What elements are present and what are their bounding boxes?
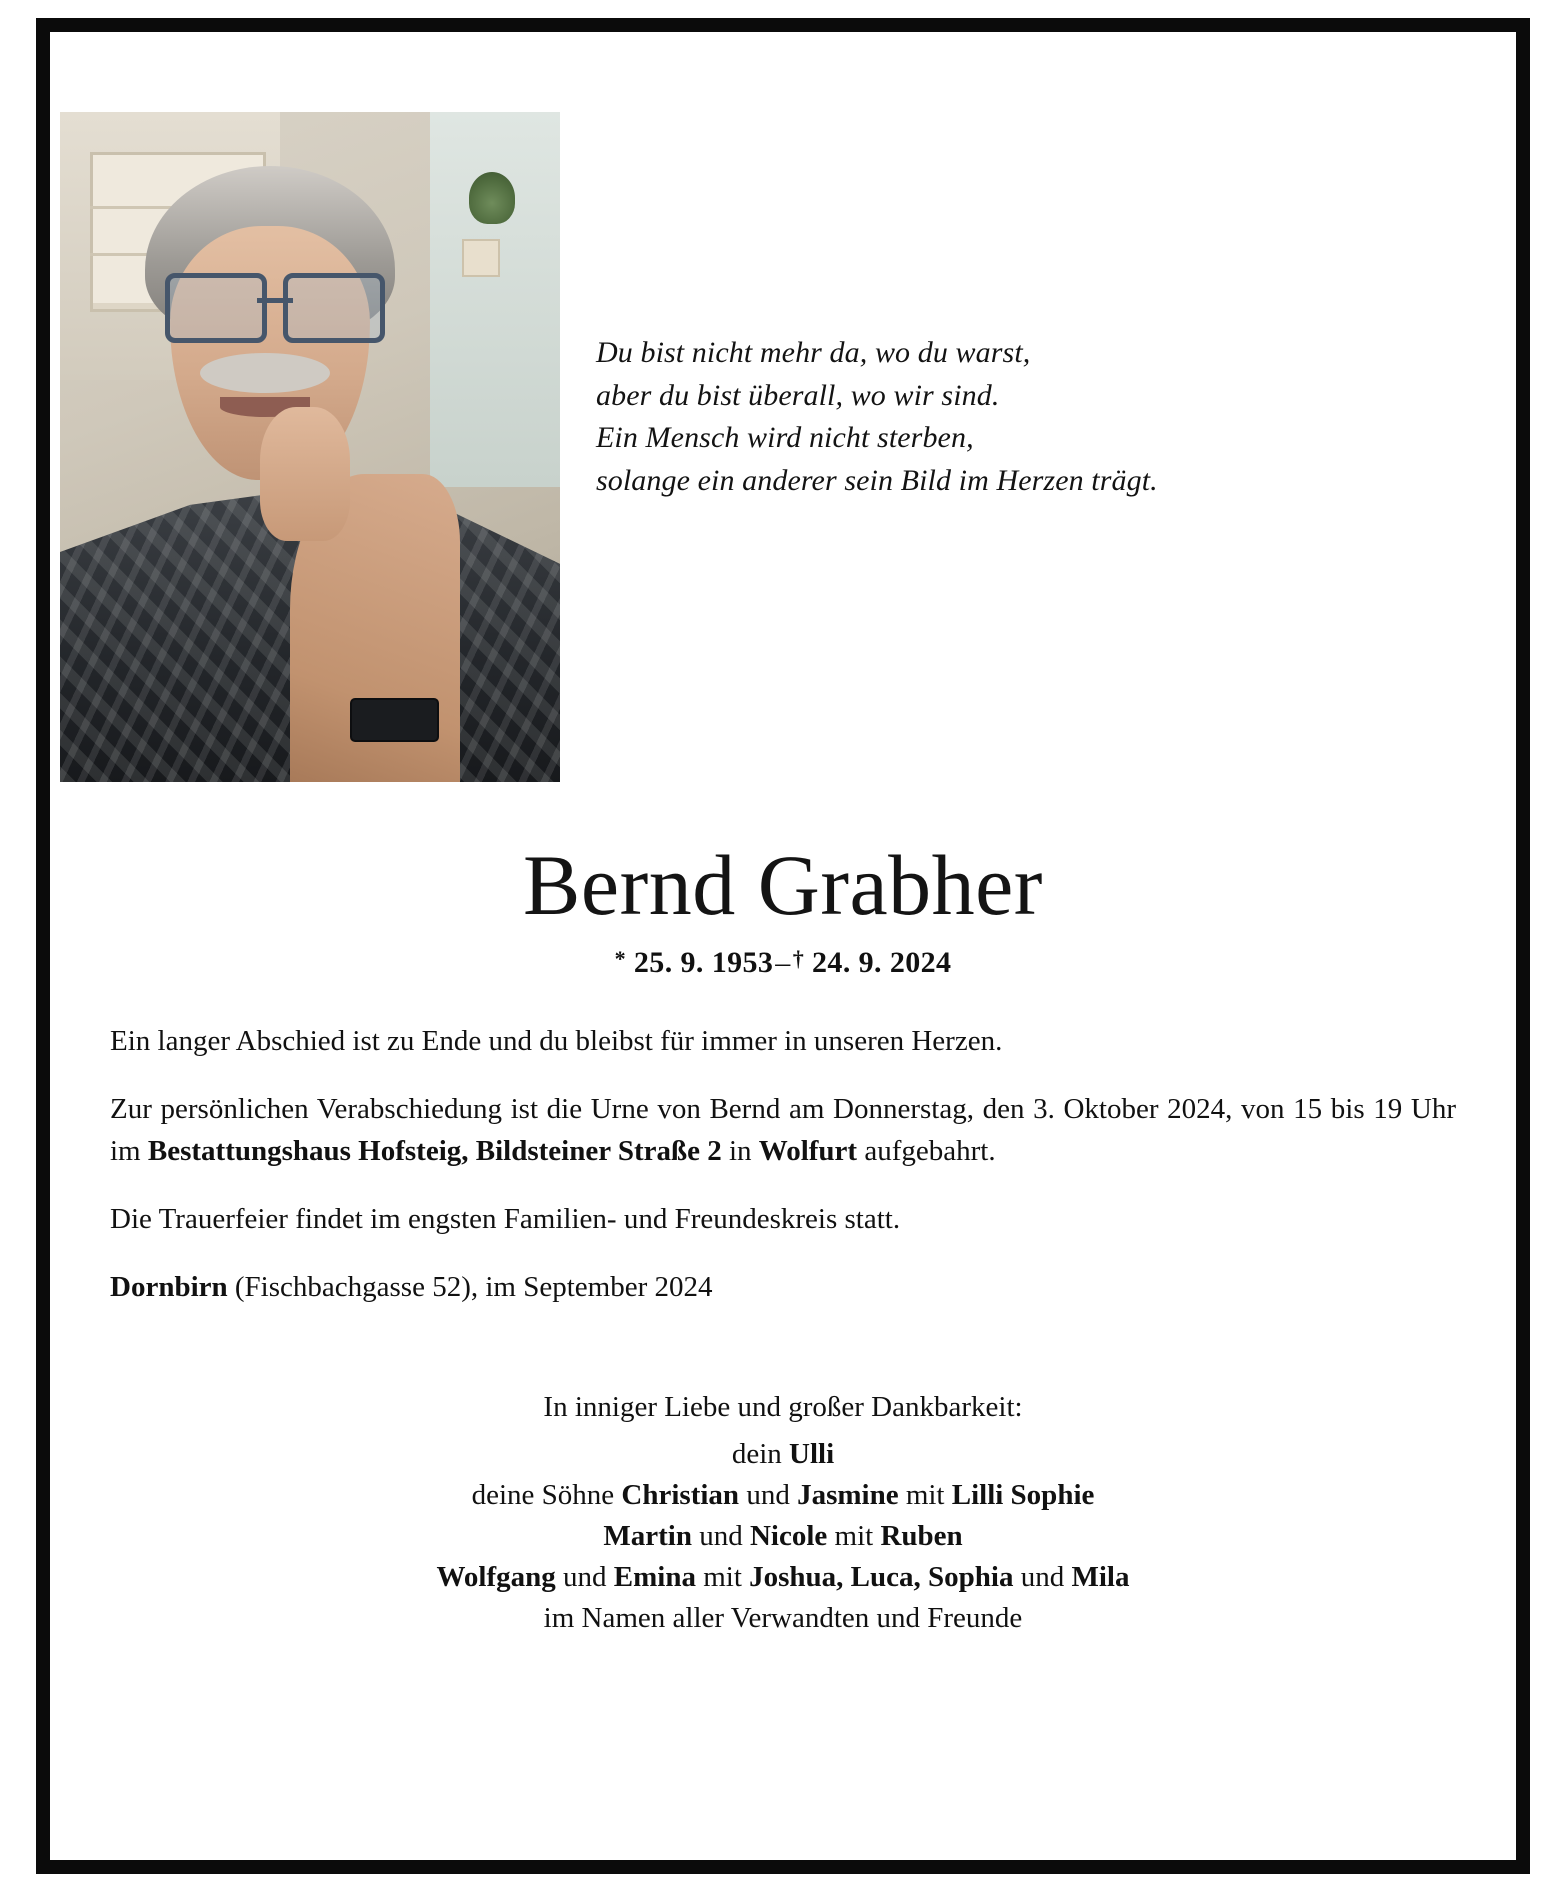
closing-line-spouse: [90, 1434, 1476, 1475]
photo-pot: [462, 239, 500, 277]
photo-plant: [469, 172, 515, 224]
closing-conn: mit: [898, 1478, 952, 1511]
closing-line-sons-1: [90, 1475, 1476, 1516]
verse-line: Du bist nicht mehr da, wo du warst,: [596, 336, 1031, 369]
memorial-verse: [570, 112, 1516, 502]
birth-symbol: *: [614, 946, 626, 972]
obituary-inner: [50, 32, 1516, 1860]
paragraph-place-date: [110, 1266, 1456, 1308]
place-rest: (Fischbachgasse 52), im September 2024: [227, 1271, 713, 1304]
paragraph-viewing: [110, 1088, 1456, 1172]
closing-conn: und: [555, 1561, 614, 1594]
closing-block: [50, 1335, 1516, 1640]
photo-window: [430, 112, 560, 487]
photo-glasses: [165, 273, 385, 333]
closing-names-grandchildren: Joshua, Luca, Sophia: [749, 1561, 1014, 1594]
closing-spouse-name: Ulli: [789, 1437, 835, 1470]
photo-glasses-lens-left: [165, 273, 267, 343]
deceased-name: Bernd Grabher: [523, 837, 1043, 933]
closing-intro: In inniger Liebe und großer Dankbarkeit:: [543, 1390, 1023, 1423]
date-separator: –: [775, 946, 791, 980]
obituary-card: [36, 18, 1530, 1874]
birth-date: 25. 9. 1953: [633, 946, 774, 980]
paragraph-farewell: Ein langer Abschied ist zu Ende und du bleibst für immer in unseren Herzen.: [110, 1025, 1003, 1058]
viewing-text-part3: aufgebahrt.: [857, 1135, 996, 1168]
photo-glasses-bridge: [257, 298, 292, 303]
closing-name-mila: Mila: [1071, 1561, 1130, 1594]
verse-line: aber du bist überall, wo wir sind.: [596, 378, 1000, 412]
closing-spouse-prefix: dein: [731, 1437, 790, 1470]
closing-conn: und: [739, 1478, 798, 1511]
closing-conn: mit: [827, 1520, 881, 1553]
viewing-city: Wolfurt: [758, 1135, 858, 1168]
closing-line-sons-2: [90, 1516, 1476, 1557]
closing-name-jasmine: Jasmine: [797, 1478, 899, 1511]
closing-conn: mit: [695, 1561, 750, 1594]
closing-name-ruben: Ruben: [880, 1520, 963, 1553]
paragraph-ceremony: Die Trauerfeier findet im engsten Familien- und Freundeskreis statt.: [110, 1203, 901, 1236]
closing-name-wolfgang: Wolfgang: [436, 1561, 556, 1594]
closing-name-christian: Christian: [621, 1478, 740, 1511]
closing-line-relatives: im Namen aller Verwandten und Freunde: [543, 1602, 1023, 1635]
place-city: Dornbirn: [110, 1271, 228, 1304]
viewing-text-part2: in: [721, 1135, 759, 1168]
viewing-text-part1: Zur persönlichen Verabschiedung ist die Urne von Bernd am Donnerstag, den 3. Oktober 2024, von 15 bis 19 Uhr im: [110, 1093, 1456, 1168]
death-symbol: †: [792, 946, 805, 972]
portrait-photo: [60, 112, 560, 782]
closing-sons-prefix: deine Söhne: [471, 1478, 622, 1511]
photo-wristwatch: [350, 698, 439, 742]
obituary-body: [50, 980, 1516, 1308]
closing-conn: und: [691, 1520, 750, 1553]
death-date: 24. 9. 2024: [812, 946, 952, 980]
verse-line: Ein Mensch wird nicht sterben,: [596, 421, 974, 455]
viewing-place: Bestattungshaus Hofsteig, Bildsteiner Straße 2: [147, 1135, 722, 1168]
closing-name-emina: Emina: [613, 1561, 696, 1594]
top-section: [50, 32, 1516, 782]
verse-line: solange ein anderer sein Bild im Herzen trägt.: [596, 463, 1158, 497]
closing-name-nicole: Nicole: [749, 1520, 828, 1553]
life-dates: [50, 946, 1516, 980]
closing-name-martin: Martin: [603, 1520, 692, 1553]
closing-conn: und: [1013, 1561, 1072, 1594]
closing-line-sons-3: [90, 1557, 1476, 1598]
portrait-container: [50, 112, 570, 782]
closing-name-lilli-sophie: Lilli Sophie: [951, 1478, 1095, 1511]
photo-glasses-lens-right: [283, 273, 385, 343]
photo-hand: [260, 407, 350, 541]
